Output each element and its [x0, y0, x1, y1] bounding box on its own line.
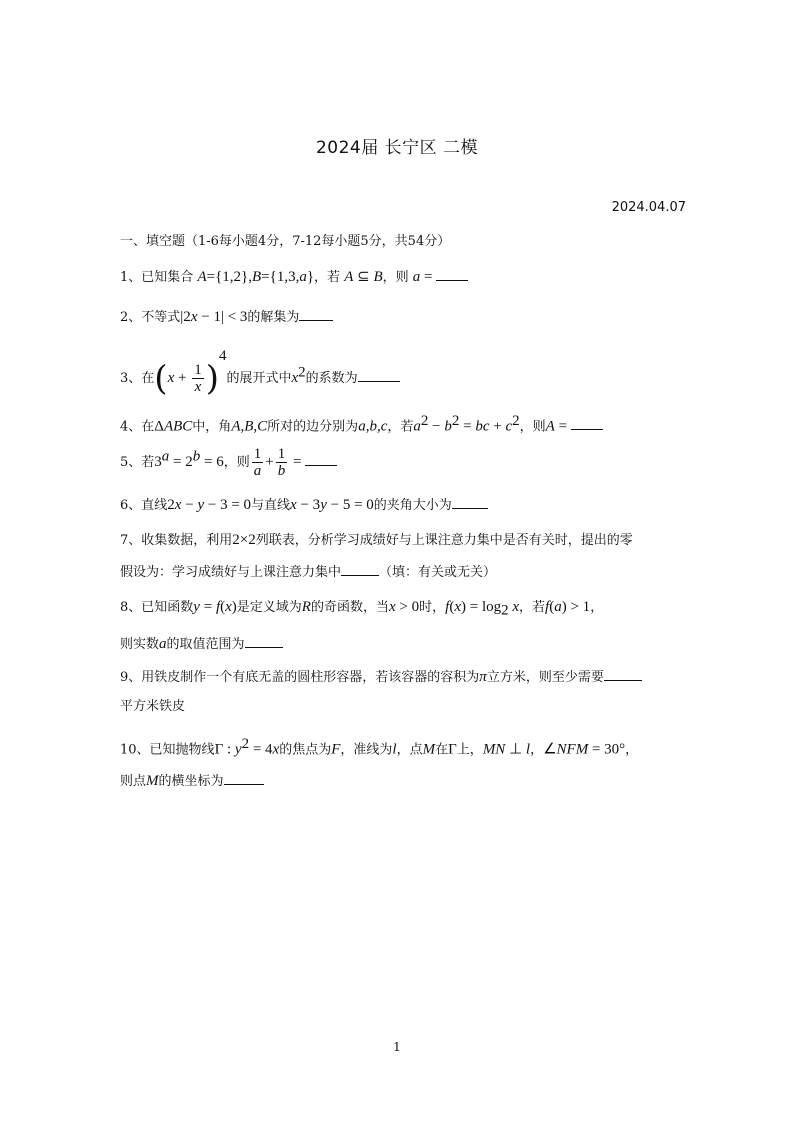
question-text: 上，: [456, 742, 483, 758]
question-text: ，若: [387, 419, 414, 435]
question-9: 9、用铁皮制作一个有底无盖的圆柱形容器，若该容器的容积为π立方米，则至少需要: [120, 666, 642, 688]
question-number: 3、: [120, 371, 142, 386]
math-expression: A: [197, 269, 207, 285]
question-text: 在: [141, 371, 155, 386]
answer-blank[interactable]: [245, 633, 283, 648]
question-text: 的系数为: [305, 371, 358, 386]
answer-blank[interactable]: [299, 306, 333, 321]
question-1: 1、已知集合 A={1,2},B={1,3,a}，若 A ⊆ B，则 a =: [120, 266, 468, 288]
question-text: 平方米铁皮: [120, 699, 186, 714]
question-text: 已知抛物线: [149, 742, 215, 758]
answer-blank[interactable]: [604, 666, 642, 681]
question-number: 2、: [120, 310, 142, 325]
question-7: 7、收集数据，利用2×2列联表，分析学习成绩好与上课注意力集中是否有关时，提出的零: [120, 532, 633, 548]
question-10-line-2: 则点M的横坐标为: [120, 770, 264, 792]
question-text: 与直线: [251, 498, 291, 513]
question-text: ，点: [396, 742, 423, 758]
question-text: 中，角: [192, 419, 232, 435]
answer-blank[interactable]: [571, 415, 603, 430]
answer-blank[interactable]: [305, 451, 337, 466]
question-text: ，若: [314, 270, 341, 285]
question-text: 直线: [141, 498, 168, 513]
answer-blank[interactable]: [436, 266, 468, 281]
question-text: 则点: [120, 774, 147, 789]
question-text: 时，: [419, 600, 446, 615]
question-number: 8、: [120, 600, 142, 615]
fraction: $\frac{1}{x}$: [194, 362, 202, 395]
question-text: 的取值范围为: [166, 637, 245, 652]
question-9-line-2: [120, 697, 185, 717]
question-text: ，则: [382, 270, 409, 285]
question-text: 已知集合: [141, 270, 194, 285]
question-5: 5、若$3^a = 2^b = 6$，则 $\frac{1}{a}$ + $\frac{1}{b}$ =: [120, 446, 337, 479]
page-number: 1: [393, 1040, 401, 1054]
question-10: 10、已知抛物线Γ : $y^2 = 4x$的焦点为F，准线为l，点M在Γ上，MN ⊥ l，∠NFM = 30°，: [120, 736, 639, 758]
question-text: ，若: [519, 600, 546, 615]
question-number: 7、: [120, 533, 142, 548]
question-text: ，准线为: [340, 742, 393, 758]
question-text: 列联表，分析学习成绩好与上课注意力集中是否有关时，提出的零: [255, 533, 633, 548]
question-text: ，则: [223, 455, 250, 470]
fraction: $\frac{1}{b}$: [277, 446, 286, 479]
question-text: 的横坐标为: [158, 774, 224, 789]
question-text: 假设为：学习成绩好与上课注意力集中: [120, 565, 342, 580]
question-text: 的展开式中: [226, 371, 292, 386]
question-text: 在: [435, 742, 449, 758]
answer-blank[interactable]: [358, 367, 400, 382]
answer-blank[interactable]: [224, 770, 264, 785]
question-number: 4、: [120, 419, 142, 435]
question-text: （填：有关或无关）: [379, 565, 497, 580]
question-text: ，: [625, 742, 639, 758]
question-text: 立方米，则至少需要: [486, 670, 604, 685]
answer-blank[interactable]: [452, 494, 488, 509]
question-text: ，: [590, 600, 604, 615]
question-text: ，则: [519, 419, 546, 435]
question-8: 8、已知函数y = f(x)是定义域为R的奇函数，当x > 0时，$f(x) = \log_2 x$，若f(a) > 1，: [120, 599, 604, 619]
question-text: 收集数据，利用: [141, 533, 233, 548]
question-text: 的夹角大小为: [373, 498, 452, 513]
question-7-line-2: [120, 561, 496, 583]
page-title: 2024届 长宁区 二模: [315, 138, 479, 158]
question-text: 在: [141, 419, 155, 435]
question-3: 3、在(x + $\frac{1}{x}$ )$^4$的展开式中$x^2$的系数为: [120, 346, 400, 396]
question-text: 所对的边分别为: [267, 419, 359, 435]
question-text: 的奇函数，当: [310, 600, 389, 615]
question-2: 2、不等式|2x − 1| < 3的解集为: [120, 306, 333, 328]
question-text: 则实数: [120, 637, 160, 652]
section-heading: 一、填空题（1-6每小题4分，7-12每小题5分，共54分）: [120, 234, 451, 249]
question-number: 5、: [120, 455, 142, 470]
question-number: 1、: [120, 270, 142, 285]
exam-date: 2024.04.07: [611, 200, 686, 215]
question-text: 已知函数: [141, 600, 194, 615]
fraction: $\frac{1}{a}$: [253, 446, 262, 479]
question-text: 若: [141, 455, 155, 470]
question-text: ，: [530, 742, 544, 758]
question-4: 4、在ΔABC中，角A,B,C所对的边分别为a,b,c，若$a^2 - b^2$ = bc + $c^2$，则A =: [120, 411, 603, 437]
question-8-line-2: 则实数a的取值范围为: [120, 633, 283, 655]
question-number: 9、: [120, 670, 142, 685]
question-number: 6、: [120, 498, 142, 513]
question-text: 不等式: [141, 310, 181, 325]
question-text: 的解集为: [247, 310, 300, 325]
question-6: 6、直线2x − y − 3 = 0与直线x − 3y − 5 = 0的夹角大小为: [120, 494, 488, 516]
question-text: 的焦点为: [279, 742, 332, 758]
question-number: 10、: [120, 742, 150, 758]
question-text: 用铁皮制作一个有底无盖的圆柱形容器，若该容器的容积为: [141, 670, 480, 685]
answer-blank[interactable]: [341, 561, 379, 576]
question-text: 是定义域为: [236, 600, 302, 615]
